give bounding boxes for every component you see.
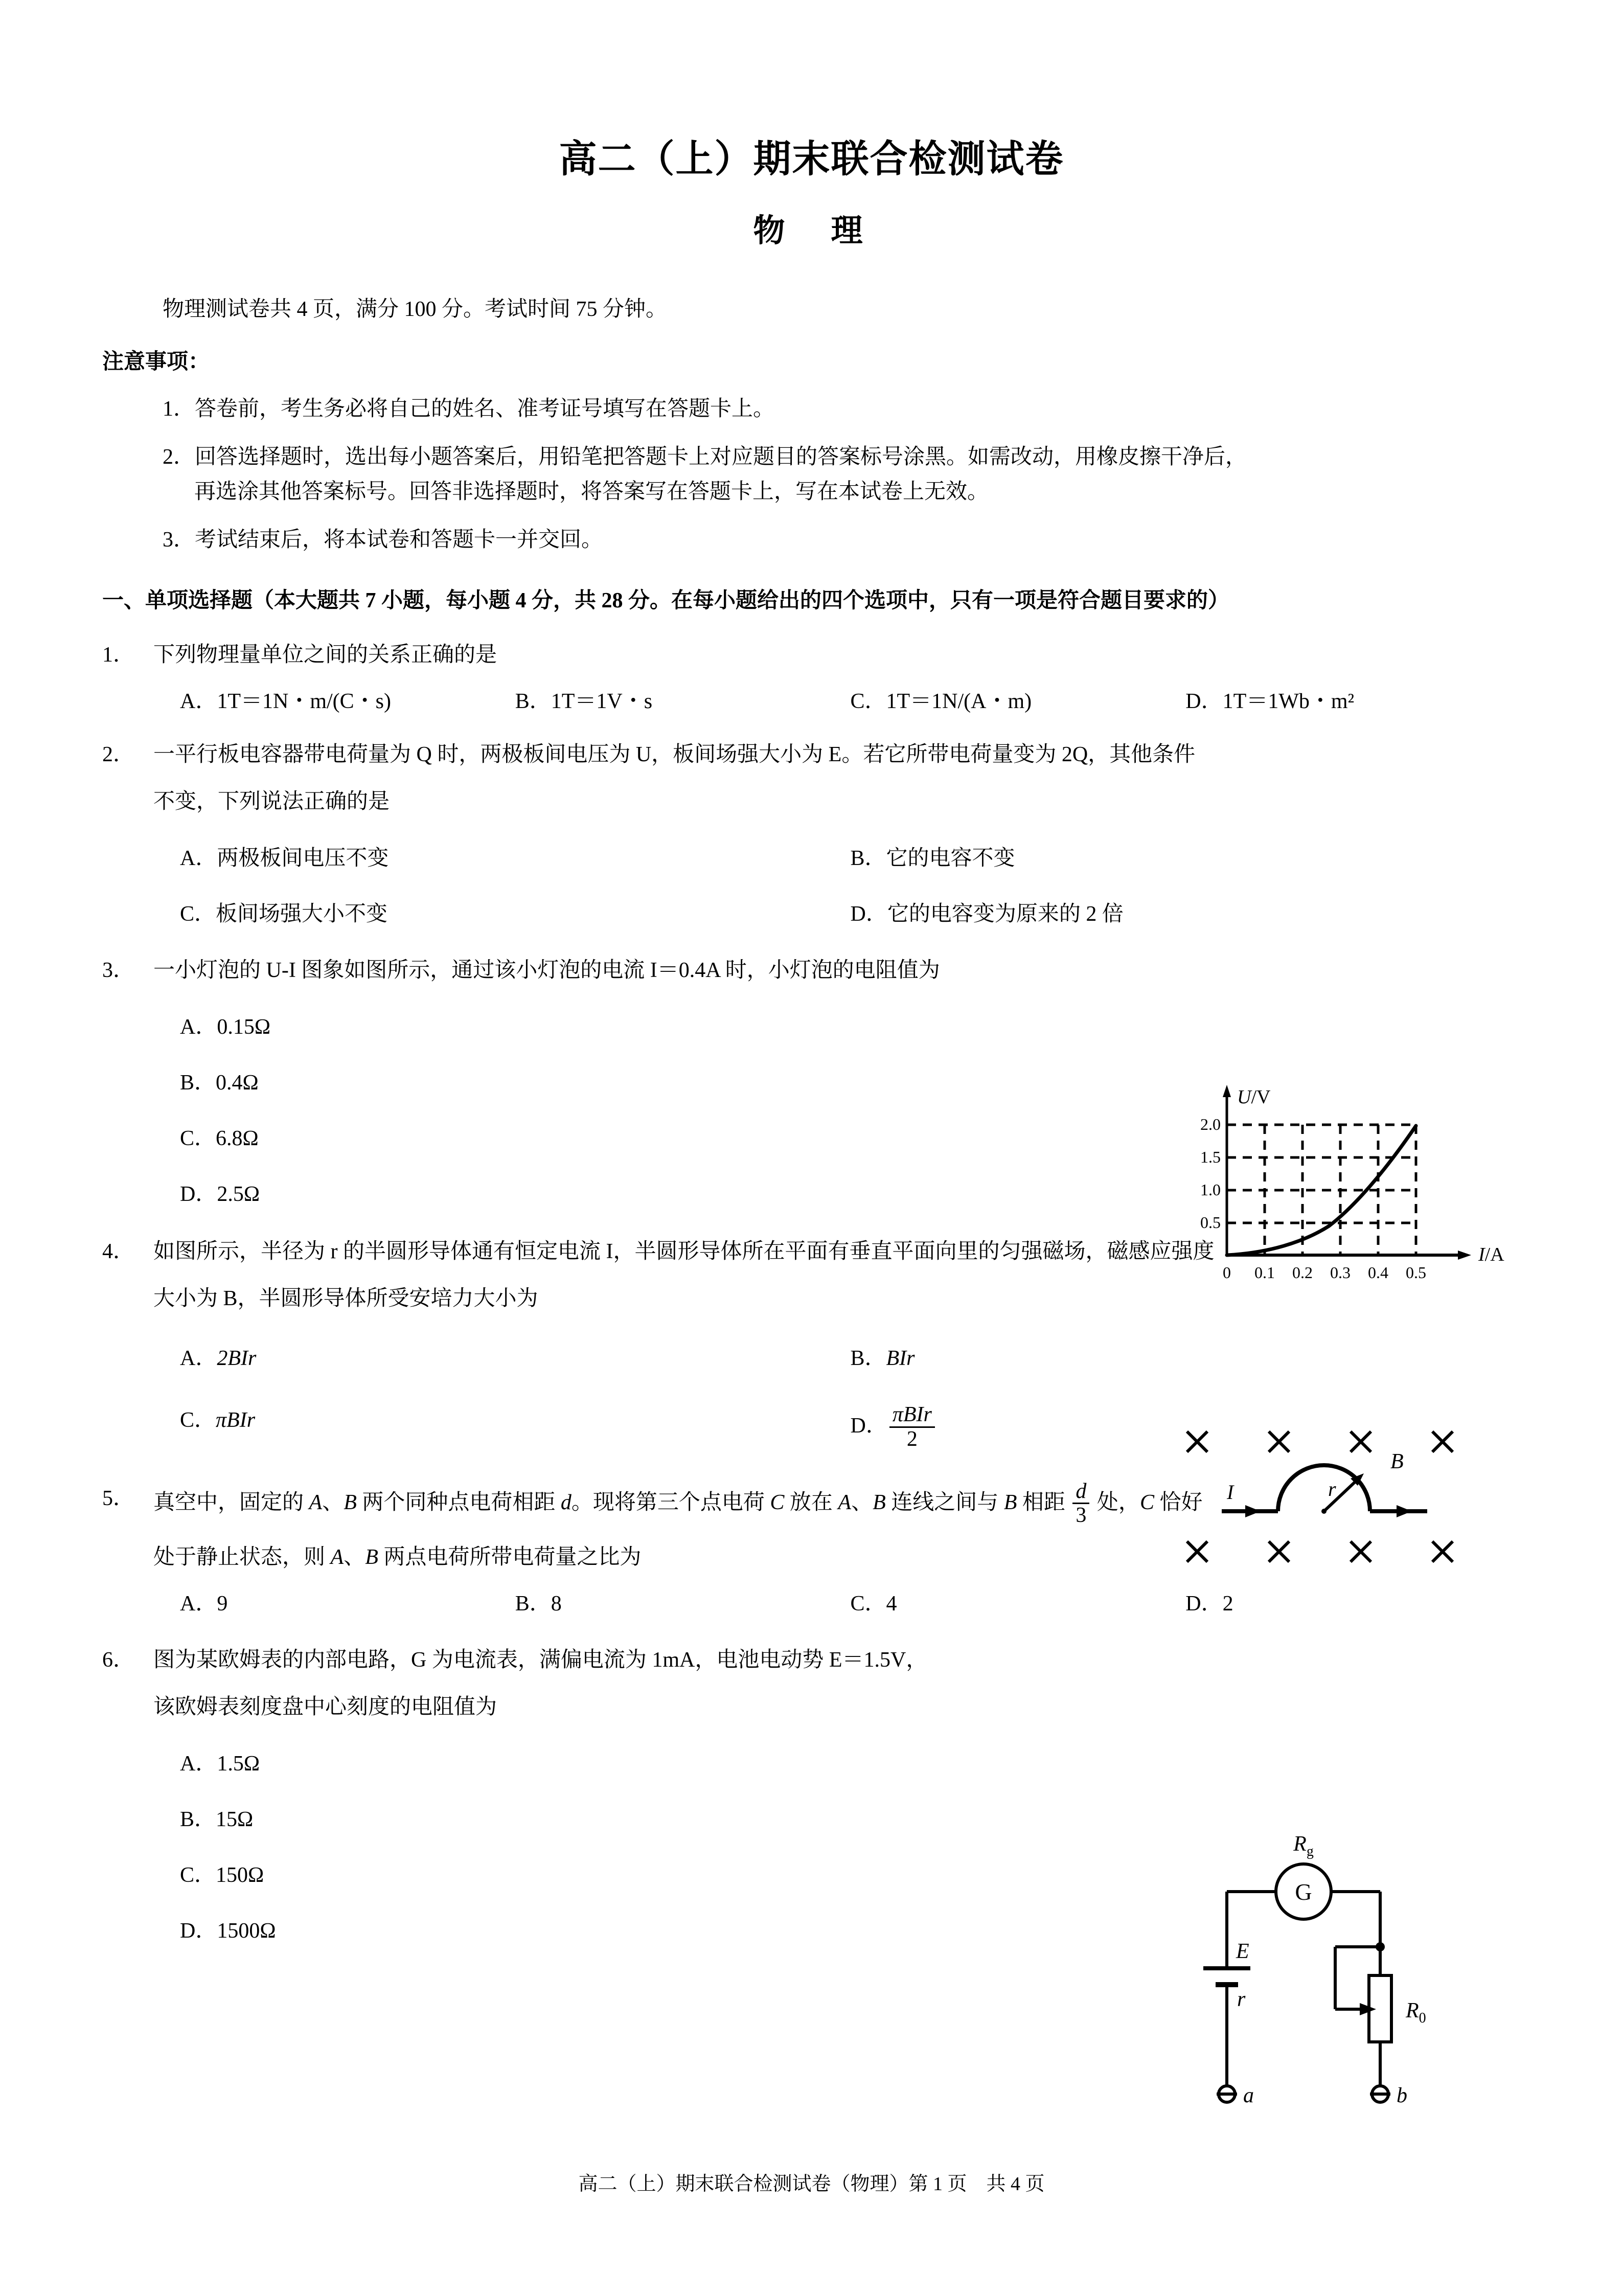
cross-icon	[1269, 1431, 1289, 1452]
question-4-option-b[interactable]	[851, 1343, 1521, 1375]
option-text: 它的电容变为原来的 2 倍	[887, 902, 1124, 926]
option-text: 1500Ω	[217, 1919, 276, 1943]
option-text: 8	[551, 1592, 562, 1616]
notice-item-1-text: 答卷前，考生务必将自己的姓名、准考证号填写在答题卡上。	[195, 397, 775, 421]
question-2-number: 2．	[102, 743, 135, 767]
notice-item-1-num: 1．	[163, 397, 195, 421]
option-text: 1T＝1N/(A・m)	[886, 690, 1032, 714]
ui-graph-svg	[1176, 1079, 1513, 1309]
question-2-option-b[interactable]	[851, 843, 1521, 875]
x-tick-0.4: 0.4	[1368, 1263, 1388, 1282]
question-3-stem: 一小灯泡的 U-I 图象如图所示，通过该小灯泡的电流 I＝0.4A 时，小灯泡的电阻值为	[153, 959, 940, 983]
option-label: D．	[1185, 1592, 1223, 1616]
option-text: 1T＝1V・s	[551, 690, 653, 714]
option-text: BIr	[886, 1347, 915, 1371]
notice-item-3	[102, 522, 1521, 557]
option-label: D．	[1185, 690, 1223, 714]
fraction-d-over-3: $\frac{d}{3}$	[1072, 1480, 1089, 1527]
notice-item-2-num: 2．	[163, 445, 195, 469]
question-5-option-d[interactable]	[1185, 1588, 1521, 1620]
option-label: D．	[850, 902, 887, 926]
option-label: B．	[850, 847, 886, 871]
question-1-option-b[interactable]	[515, 686, 851, 718]
option-label: A．	[180, 1752, 217, 1776]
semicircle-svg	[1150, 1421, 1528, 1580]
subject-title: 物 理	[753, 214, 870, 249]
question-1-options	[153, 686, 1521, 718]
label-current-I: I	[1227, 1481, 1234, 1504]
exam-info-line: 物理测试卷共 4 页，满分 100 分。考试时间 75 分钟。	[163, 298, 668, 322]
option-label: B．	[180, 1071, 216, 1095]
internal-resistance-label: r	[1237, 1988, 1246, 2011]
cross-icon	[1432, 1541, 1453, 1562]
question-6-number: 6．	[102, 1648, 135, 1672]
x-tick-0.3: 0.3	[1330, 1263, 1351, 1282]
notice-item-2	[102, 440, 1521, 509]
question-2	[102, 737, 1521, 930]
x-tick-0: 0	[1223, 1263, 1231, 1282]
option-label: B．	[515, 1592, 551, 1616]
x-tick-0.1: 0.1	[1254, 1263, 1275, 1282]
question-5-number: 5．	[102, 1486, 135, 1510]
question-5-stem-line2: 处于静止状态，则 A、B 两点电荷所带电荷量之比为	[153, 1545, 642, 1569]
option-text: 150Ω	[216, 1863, 264, 1887]
option-text: 4	[886, 1592, 897, 1616]
semicircle-arc	[1278, 1465, 1370, 1511]
field-markers-top	[1187, 1431, 1453, 1452]
option-text: 9	[217, 1592, 228, 1616]
question-4-option-c[interactable]	[180, 1404, 851, 1451]
ohmmeter-svg	[1176, 1789, 1513, 2137]
x-axis-label: I/A	[1478, 1244, 1504, 1265]
question-5-option-a[interactable]	[180, 1588, 515, 1620]
option-label: B．	[515, 690, 551, 714]
galvanometer-label: G	[1295, 1879, 1312, 1905]
option-text: 2BIr	[217, 1347, 257, 1371]
section-header-single-choice: 一、单项选择题（本大题共 7 小题，每小题 4 分，共 28 分。在每小题给出的四个选项中，只有一项是符合题目要求的）	[102, 589, 1230, 613]
question-5-options	[153, 1588, 1521, 1620]
field-markers-bottom	[1187, 1541, 1453, 1562]
option-text: 0.4Ω	[216, 1071, 259, 1095]
question-1-option-c[interactable]	[851, 686, 1186, 718]
question-6-option-a[interactable]	[180, 1748, 1521, 1780]
question-1-option-a[interactable]	[180, 686, 515, 718]
question-1-stem: 下列物理量单位之间的关系正确的是	[153, 643, 497, 667]
y-tick-2.0: 2.0	[1200, 1115, 1221, 1133]
terminal-a-label: a	[1243, 2084, 1254, 2107]
centre-dot	[1321, 1509, 1327, 1514]
x-tick-0.5: 0.5	[1406, 1263, 1426, 1282]
rheostat-label: $R_0$	[1406, 1999, 1426, 2026]
option-label: B．	[180, 1807, 216, 1831]
cross-icon	[1269, 1541, 1289, 1562]
notice-heading: 注意事项：	[102, 350, 210, 374]
y-tick-0.5: 0.5	[1200, 1213, 1221, 1232]
left-current-arrow	[1245, 1505, 1261, 1517]
question-1	[102, 638, 1521, 718]
option-label: C．	[180, 1127, 216, 1151]
label-radius-r: r	[1328, 1477, 1336, 1501]
notice-item-2-text-cont: 再选涂其他答案标号。回答非选择题时，将答案写在答题卡上，写在本试卷上无效。	[194, 480, 989, 504]
option-text: 1T＝1Wb・m²	[1222, 690, 1355, 714]
option-label: D．	[180, 1183, 217, 1207]
figure-semicircle-conductor	[1150, 1421, 1528, 1580]
option-text: 1.5Ω	[217, 1752, 260, 1776]
option-text: πBIr	[216, 1408, 256, 1433]
y-tick-1.5: 1.5	[1200, 1148, 1221, 1166]
option-label: C．	[180, 1863, 216, 1887]
emf-label: E	[1236, 1940, 1249, 1963]
option-label: C．	[180, 902, 216, 926]
option-text: 板间场强大小不变	[216, 902, 388, 926]
option-label: C．	[850, 690, 886, 714]
question-5-option-b[interactable]	[515, 1588, 851, 1620]
question-6-stem-line1: 图为某欧姆表的内部电路，G 为电流表，满偏电流为 1mA，电池电动势 E＝1.5V，	[153, 1648, 928, 1672]
option-label: A．	[180, 1015, 217, 1039]
option-text: 两极板间电压不变	[217, 847, 389, 871]
cross-icon	[1351, 1541, 1371, 1562]
y-axis-label: U/V	[1237, 1086, 1271, 1108]
question-4-stem-line1: 如图所示，半径为 r 的半圆形导体通有恒定电流 I，半圆形导体所在平面有垂直平面向里的匀强磁场，磁感应强度	[153, 1240, 1215, 1264]
cross-icon	[1187, 1541, 1207, 1562]
cross-icon	[1351, 1431, 1371, 1452]
question-5-stem-line1: 真空中，固定的 A、B 两个同种点电荷相距 d。现将第三个点电荷 C 放在 A、B 连线之间与 B 相距 $\frac{d}{3}$ 处，C 恰好	[153, 1479, 1203, 1527]
option-label-visible: D．	[850, 1414, 887, 1438]
question-3-number: 3．	[102, 959, 135, 983]
option-text: 它的电容不变	[886, 847, 1015, 871]
y-axis-arrow	[1223, 1085, 1231, 1097]
option-label: A．	[180, 1347, 217, 1371]
notice-item-2-text: 回答选择题时，选出每小题答案后，用铅笔把答题卡上对应题目的答案标号涂黑。如需改动，用橡皮擦干净后，	[195, 445, 1247, 469]
notice-item-1	[102, 392, 1521, 426]
option-text: 15Ω	[216, 1807, 254, 1831]
cross-icon	[1187, 1431, 1207, 1452]
option-text: 0.15Ω	[217, 1015, 271, 1039]
x-tick-0.2: 0.2	[1292, 1263, 1313, 1282]
y-tick-1.0: 1.0	[1200, 1180, 1221, 1199]
label-field-B: B	[1390, 1450, 1404, 1473]
galvanometer-resistance-label: $R_g$	[1293, 1832, 1314, 1859]
question-2-options	[153, 843, 1521, 930]
question-4-stem-line2: 大小为 B，半圆形导体所受安培力大小为	[153, 1287, 538, 1311]
page-footer: 高二（上）期末联合检测试卷（物理）第 1 页 共 4 页	[578, 2173, 1045, 2195]
question-4-number: 4．	[102, 1240, 135, 1264]
figure-ui-graph	[1176, 1079, 1513, 1309]
option-label: B．	[850, 1347, 886, 1371]
figure-ohmmeter-circuit	[1176, 1789, 1513, 2137]
question-4-option-a[interactable]	[180, 1343, 851, 1375]
question-2-stem-line2: 不变，下列说法正确的是	[153, 790, 390, 814]
right-current-arrow	[1397, 1505, 1412, 1517]
option-label: C．	[850, 1592, 886, 1616]
option-label: A．	[180, 690, 217, 714]
notice-item-3-num: 3．	[163, 528, 195, 552]
question-5-option-c[interactable]	[851, 1588, 1186, 1620]
option-text: 6.8Ω	[216, 1127, 259, 1151]
fraction-pi-bir-over-2: $\frac{\text{πBIr}}{2}$	[889, 1403, 935, 1450]
option-label: A．	[180, 1592, 217, 1616]
question-2-option-d[interactable]	[851, 898, 1521, 930]
question-1-option-d[interactable]	[1185, 686, 1521, 718]
option-text: 1T＝1N・m/(C・s)	[217, 690, 391, 714]
option-label: D．	[180, 1919, 217, 1943]
page-content	[102, 0, 1521, 1947]
option-text: 2.5Ω	[217, 1183, 260, 1207]
question-6-stem-line2: 该欧姆表刻度盘中心刻度的电阻值为	[153, 1695, 497, 1719]
notice-item-3-text: 考试结束后，将本试卷和答题卡一并交回。	[195, 528, 603, 552]
question-2-option-c[interactable]	[180, 898, 851, 930]
x-axis-arrow	[1458, 1251, 1471, 1260]
question-2-stem-line1: 一平行板电容器带电荷量为 Q 时，两极板间电压为 U，板间场强大小为 E。若它所带电荷量变为 2Q，其他条件	[153, 743, 1196, 767]
option-label: A．	[180, 847, 217, 871]
cross-icon	[1432, 1431, 1453, 1452]
question-1-number: 1．	[102, 643, 135, 667]
option-label: C．	[180, 1408, 216, 1433]
page-title: 高二（上）期末联合检测试卷	[559, 139, 1064, 180]
option-text: 2	[1222, 1592, 1233, 1616]
question-2-option-a[interactable]	[180, 843, 851, 875]
question-3-option-a[interactable]	[180, 1011, 1521, 1043]
terminal-b-label: b	[1397, 2084, 1407, 2107]
